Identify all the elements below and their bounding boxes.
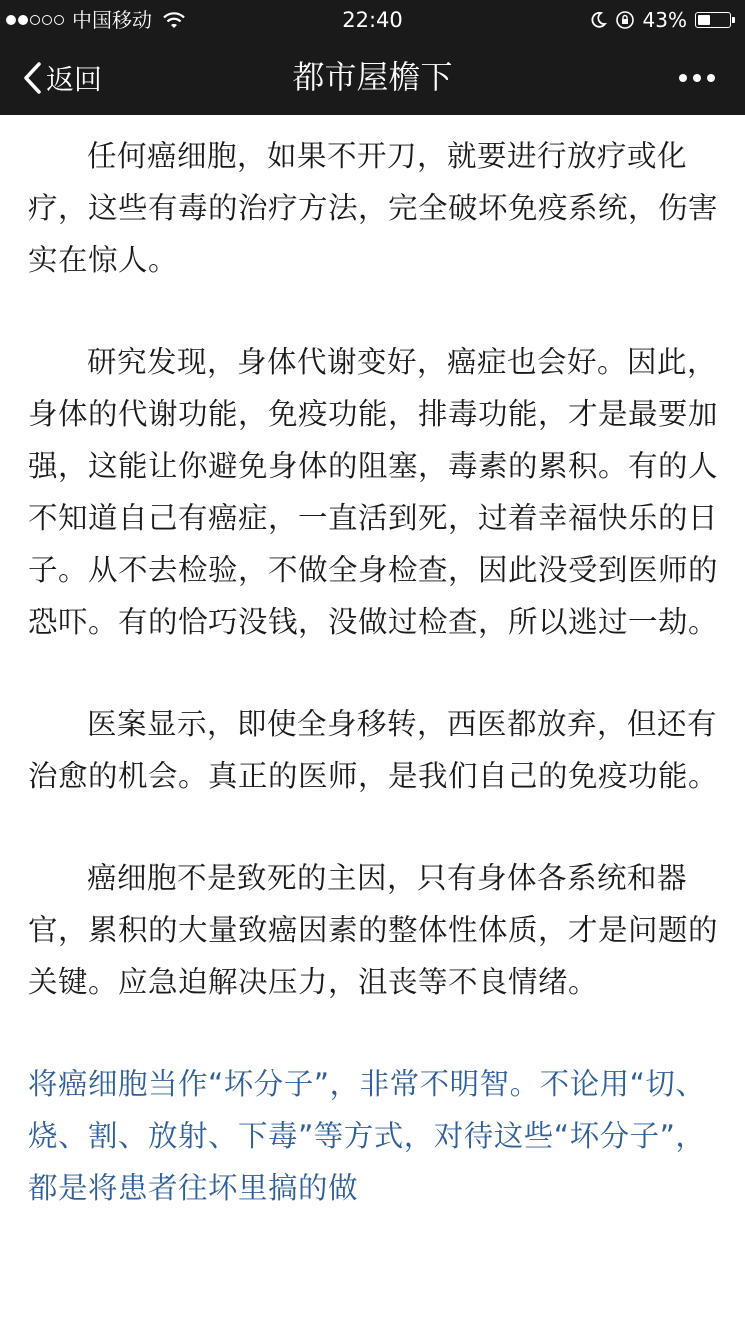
article-paragraph: 任何癌细胞，如果不开刀，就要进行放疗或化疗，这些有毒的治疗方法，完全破坏免疫系统，伤害实在惊人。 bbox=[28, 139, 719, 277]
moon-icon bbox=[589, 11, 607, 29]
nav-bar bbox=[0, 40, 745, 115]
article-highlight-paragraph: 将癌细胞当作“坏分子”，非常不明智。不论用“切、烧、割、放射、下毒”等方式，对待这些“坏分子”，都是将患者往坏里搞的做 bbox=[28, 1067, 706, 1205]
more-dot bbox=[693, 74, 701, 82]
article-paragraph: 研究发现，身体代谢变好，癌症也会好。因此，身体的代谢功能，免疫功能，排毒功能，才是最要加强，这能让你避免身体的阻塞，毒素的累积。有的人不知道自己有癌症，一直活到死，过着幸福快乐的日子。从不去检验，不做全身检查，因此没受到医师的恐吓。有的恰巧没钱，没做过检查，所以逃过一劫。 bbox=[28, 345, 719, 639]
battery-cap bbox=[732, 17, 735, 23]
battery-icon bbox=[695, 12, 731, 28]
battery-fill bbox=[698, 15, 710, 25]
article-paragraph: 医案显示，即使全身移转，西医都放弃，但还有治愈的机会。真正的医师，是我们自己的免疫功能。 bbox=[28, 707, 719, 793]
article-body bbox=[28, 130, 718, 1264]
article-paragraph: 癌细胞不是致死的主因，只有身体各系统和器官，累积的大量致癌因素的整体性体质，才是问题的关键。应急迫解决压力，沮丧等不良情绪。 bbox=[28, 861, 719, 999]
rotation-lock-icon bbox=[615, 10, 635, 30]
status-bar bbox=[0, 0, 745, 40]
carrier-name: 中国移动 bbox=[72, 8, 152, 32]
status-bar-right bbox=[589, 0, 735, 40]
page-title: 都市屋檐下 bbox=[292, 58, 453, 96]
back-label: 返回 bbox=[46, 62, 103, 96]
top-bar bbox=[0, 0, 745, 115]
more-dots-icon[interactable] bbox=[673, 40, 715, 115]
battery-percent: 43% bbox=[642, 8, 687, 32]
more-dot bbox=[707, 74, 715, 82]
status-time: 22:40 bbox=[342, 8, 403, 32]
more-dot bbox=[679, 74, 687, 82]
